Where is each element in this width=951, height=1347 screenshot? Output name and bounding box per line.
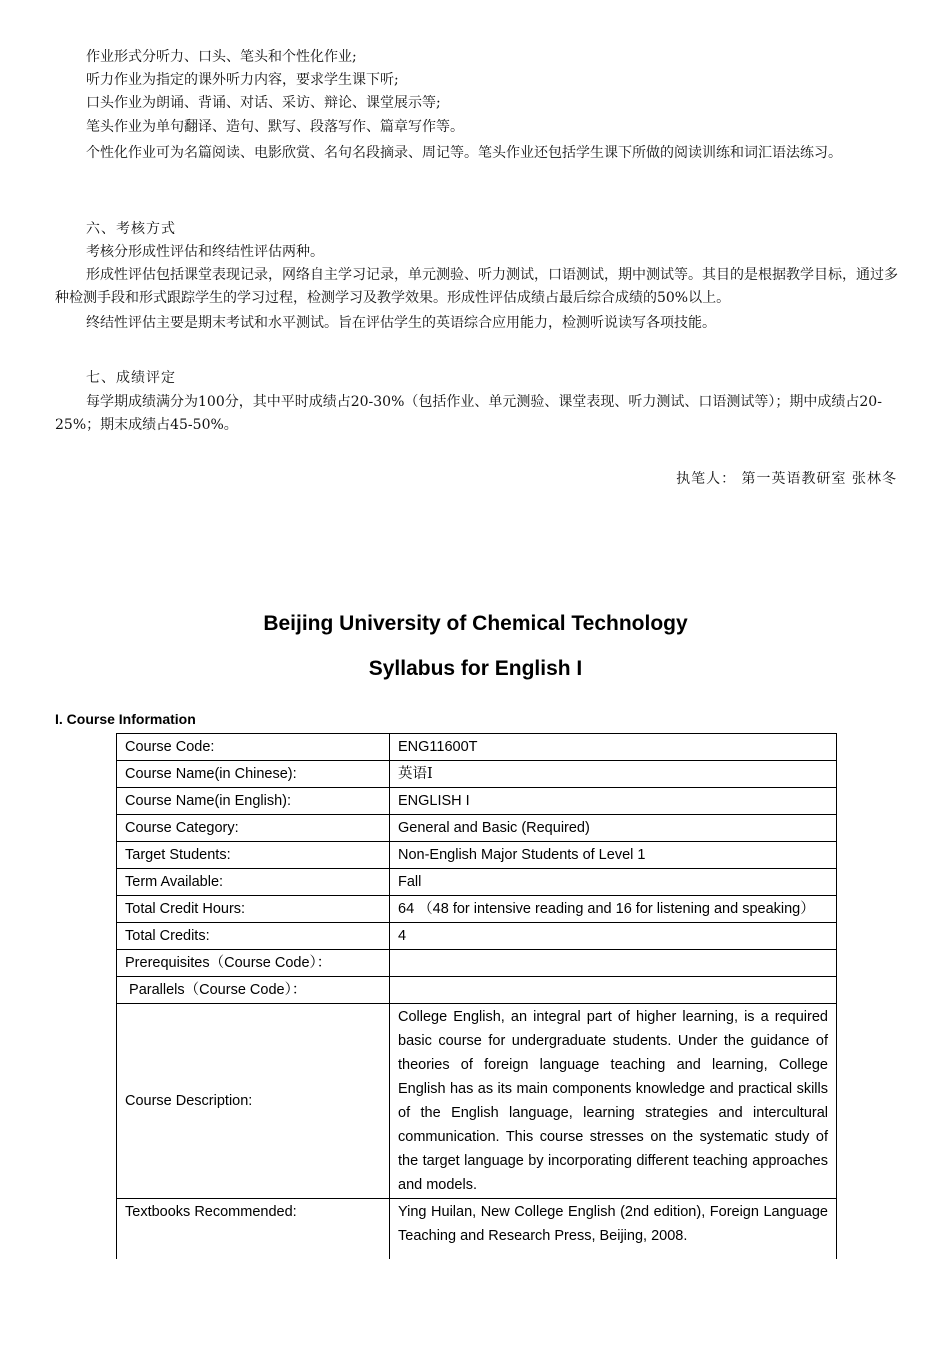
row-value: 英语I <box>390 761 837 788</box>
row-value: 4 <box>390 923 837 950</box>
row-value <box>390 977 837 1004</box>
table-row <box>117 734 837 761</box>
row-value: General and Basic (Required) <box>390 815 837 842</box>
grading-paragraph-1: 每学期成绩满分为100分，其中平时成绩占20-30%（包括作业、单元测验、课堂表现、听力测试、口语测试等）；期中成绩占20-25%；期末成绩占45-50%。 <box>55 394 882 433</box>
table-row <box>117 761 837 788</box>
table-row <box>117 842 837 869</box>
assessment-paragraph-1: 考核分形成性评估和终结性评估两种。 <box>86 244 324 260</box>
grading-heading: 七、成绩评定 <box>86 370 176 386</box>
university-title: Beijing University of Chemical Technology <box>263 612 688 635</box>
row-value <box>390 950 837 977</box>
row-label: Total Credits: <box>117 923 390 950</box>
row-label: Parallels（Course Code）： <box>117 977 390 1004</box>
row-value: ENG11600T <box>390 734 837 761</box>
homework-paragraph-5: 个性化作业可为名篇阅读、电影欣赏、名句名段摘录、周记等。笔头作业还包括学生课下所做的阅读训练和词汇语法练习。 <box>86 145 842 161</box>
table-row <box>117 1004 837 1199</box>
row-label: Term Available: <box>117 869 390 896</box>
row-label: Course Name(in Chinese): <box>117 761 390 788</box>
assessment-paragraph-2: 形成性评估包括课堂表现记录，网络自主学习记录，单元测验、听力测试，口语测试，期中测试等。其目的是根据教学目标，通过多种检测手段和形式跟踪学生的学习过程，检测学习及教学效果。形成性评估成绩占最后综合成绩的50%以上。 <box>55 267 898 306</box>
table-row <box>117 977 837 1004</box>
author-signature: 执笔人： 第一英语教研室 张林冬 <box>676 471 897 487</box>
homework-paragraph-4: 笔头作业为单句翻译、造句、默写、段落写作、篇章写作等。 <box>86 119 464 135</box>
section-heading-course-information: I. Course Information <box>55 711 196 727</box>
course-information-table <box>116 733 837 1259</box>
assessment-paragraph-3: 终结性评估主要是期末考试和水平测试。旨在评估学生的英语综合应用能力，检测听说读写各项技能。 <box>86 315 716 331</box>
row-label: Prerequisites（Course Code）： <box>117 950 390 977</box>
syllabus-title: Syllabus for English I <box>368 657 583 680</box>
row-label: Course Code: <box>117 734 390 761</box>
row-value: Non-English Major Students of Level 1 <box>390 842 837 869</box>
row-value: Ying Huilan, New College English (2nd edition), Foreign Language Teaching and Research Press, Beijing, 2008. <box>390 1199 837 1260</box>
row-label: Course Description: <box>117 1004 390 1199</box>
assessment-heading: 六、考核方式 <box>86 221 176 237</box>
row-label: Course Name(in English): <box>117 788 390 815</box>
table-row <box>117 896 837 923</box>
table-row <box>117 923 837 950</box>
homework-paragraph-3: 口头作业为朗诵、背诵、对话、采访、辩论、课堂展示等; <box>86 95 441 111</box>
row-value: College English, an integral part of higher learning, is a required basic course for undergraduate students. Under the guidance of theories of foreign language teaching and learning, College English has as its main components knowledge and practical skills of the English language, learning strategies and intercultural communication. This course stresses on the systematic study of the target language by incorporating different teaching approaches and models. <box>390 1004 837 1199</box>
table-row <box>117 815 837 842</box>
table-row <box>117 950 837 977</box>
row-label: Total Credit Hours: <box>117 896 390 923</box>
table-row <box>117 1199 837 1260</box>
row-label: Target Students: <box>117 842 390 869</box>
homework-paragraph-2: 听力作业为指定的课外听力内容，要求学生课下听; <box>86 72 399 88</box>
table-row <box>117 788 837 815</box>
table-row <box>117 869 837 896</box>
row-label: Textbooks Recommended: <box>117 1199 390 1260</box>
row-value: Fall <box>390 869 837 896</box>
homework-paragraph-1: 作业形式分听力、口头、笔头和个性化作业; <box>86 49 357 65</box>
row-value: 64 （48 for intensive reading and 16 for listening and speaking） <box>390 896 837 923</box>
row-value: ENGLISH I <box>390 788 837 815</box>
row-label: Course Category: <box>117 815 390 842</box>
